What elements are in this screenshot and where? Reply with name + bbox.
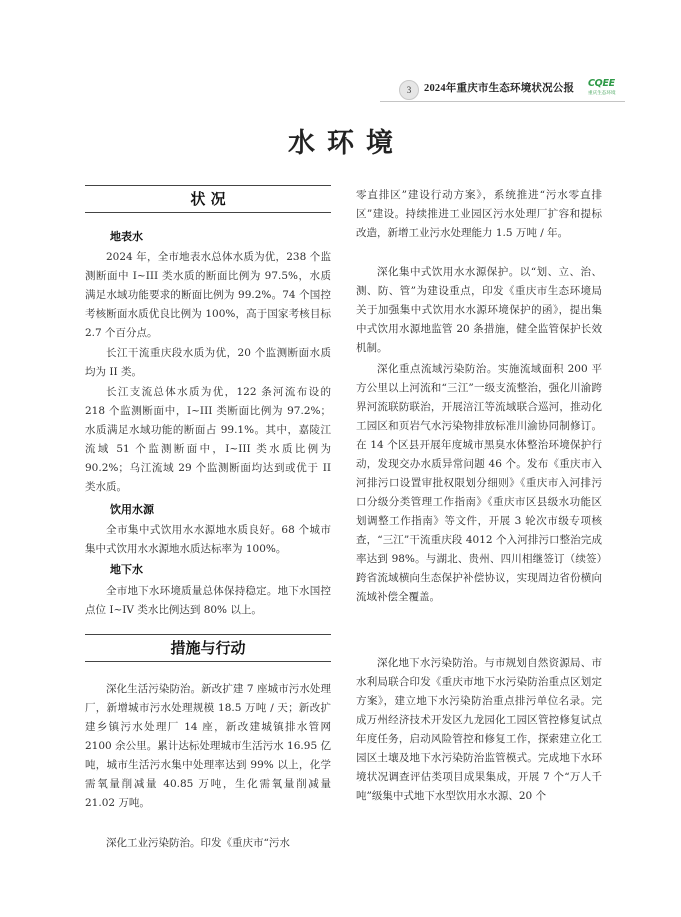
zero-discharge-paragraph: 零直排区”建设行动方案》，系统推进“污水零直排区”建设。持续推进工业园区污水处理厂扩容和提标改造，新增工业污水处理能力 1.5 万吨 / 年。 <box>356 189 602 239</box>
header-rule <box>380 101 625 102</box>
logo-mark: CQEE <box>588 78 615 89</box>
groundwater-heading: 地下水 <box>110 563 143 576</box>
cqee-logo <box>588 78 618 100</box>
chapter-title: 水环境 <box>288 128 405 159</box>
drinking-water-heading: 饮用水源 <box>110 503 154 516</box>
surface-water-heading: 地表水 <box>110 230 143 243</box>
river-basin-pollution-paragraph: 深化重点流域污染防治。实施流域面积 200 平方公里以上河流和“三江”一级支流整治，强化川渝跨界河流联防联治，开展涪江等流域联合巡河，推动化工园区和页岩气水污染物排放标准川渝协同制修订。在 14 个区县开展年度城市黑臭水体整治环境保护行动，发现交办水质异常问题 46 个。发布《重庆市入河排污口设置审批权限划分细则》《重庆市入河排污口分级分类管理工作指南》《重庆市区县级水功能区划调整工作指南》等文件，开展 3 轮次市级专项核查，“三江”干流重庆段 4012 个入河排污口整治完成率达到 98%。与湖北、贵州、四川相继签订（续签）跨省流域横向生态保护补偿协议，实现周边省份横向流域补偿全覆盖。 <box>356 363 602 603</box>
page-number: 3 <box>399 80 419 100</box>
status-section-heading: 状 况 <box>85 185 331 213</box>
surface-water-paragraph: 2024 年，全市地表水总体水质为优，238 个监测断面中 I~III 类水质的断面比例为 97.5%，水质满足水域功能要求的断面比例为 99.2%。74 个国控考核断面水质优良比例为 100%，高于国家考核目标 2.7 个百分点。 <box>85 251 331 339</box>
groundwater-pollution-paragraph: 深化地下水污染防治。与市规划自然资源局、市水利局联合印发《重庆市地下水污染防治重点区划定方案》，建立地下水污染防治重点排污单位名录。完成万州经济技术开发区九龙园化工园区管控修复试点年度任务，启动风险管控和修复工作，探索建立化工园区土壤及地下水污染防治监管模式。完成地下水环境状况调查评估类项目成果集成，开展 7 个“万人千吨”级集中式地下水型饮用水水源、20 个 <box>356 657 602 802</box>
industrial-pollution-paragraph: 深化工业污染防治。印发《重庆市“污水 <box>106 837 290 849</box>
drinking-source-protection-paragraph: 深化集中式饮用水水源保护。以“划、立、治、测、防、管”为建设重点，印发《重庆市生态环境局关于加强集中式饮用水水源环境保护的函》，提出集中式饮用水源地监管 20 条措施，健全监管保护长效机制。 <box>356 266 602 354</box>
measures-section-heading: 措施与行动 <box>85 634 331 662</box>
drinking-water-paragraph: 全市集中式饮用水水源地水质良好。68 个城市集中式饮用水水源地水质达标率为 100%。 <box>85 524 331 555</box>
domestic-pollution-paragraph: 深化生活污染防治。新改扩建 7 座城市污水处理厂，新增城市污水处理规模 18.5 万吨 / 天；新改扩建乡镇污水处理厂 14 座，新改建城镇排水管网 2100 余公里。累计达标处理城市生活污水 16.95 亿吨，城市生活污水集中处理率达到 99% 以上，化学需氧量削减量 40.85 万吨，生化需氧量削减量 21.02 万吨。 <box>85 683 331 809</box>
yangtze-tributaries-paragraph: 长江支流总体水质为优，122 条河流布设的 218 个监测断面中，I~III 类断面比例为 97.2%；水质满足水域功能的断面占 99.1%。其中，嘉陵江流域 51 个监测断面中，I~III 类水质比例为 90.2%；乌江流域 29 个监测断面均达到或优于 II 类水质。 <box>85 386 331 493</box>
groundwater-paragraph: 全市地下水环境质量总体保持稳定。地下水国控点位 I~IV 类水比例达到 80% 以上。 <box>85 585 331 616</box>
logo-subtitle: 重庆生态环境 <box>588 91 616 96</box>
header-title: 2024年重庆市生态环境状况公报 <box>424 83 575 94</box>
yangtze-mainstream-paragraph: 长江干流重庆段水质为优，20 个监测断面水质均为 II 类。 <box>85 347 331 378</box>
